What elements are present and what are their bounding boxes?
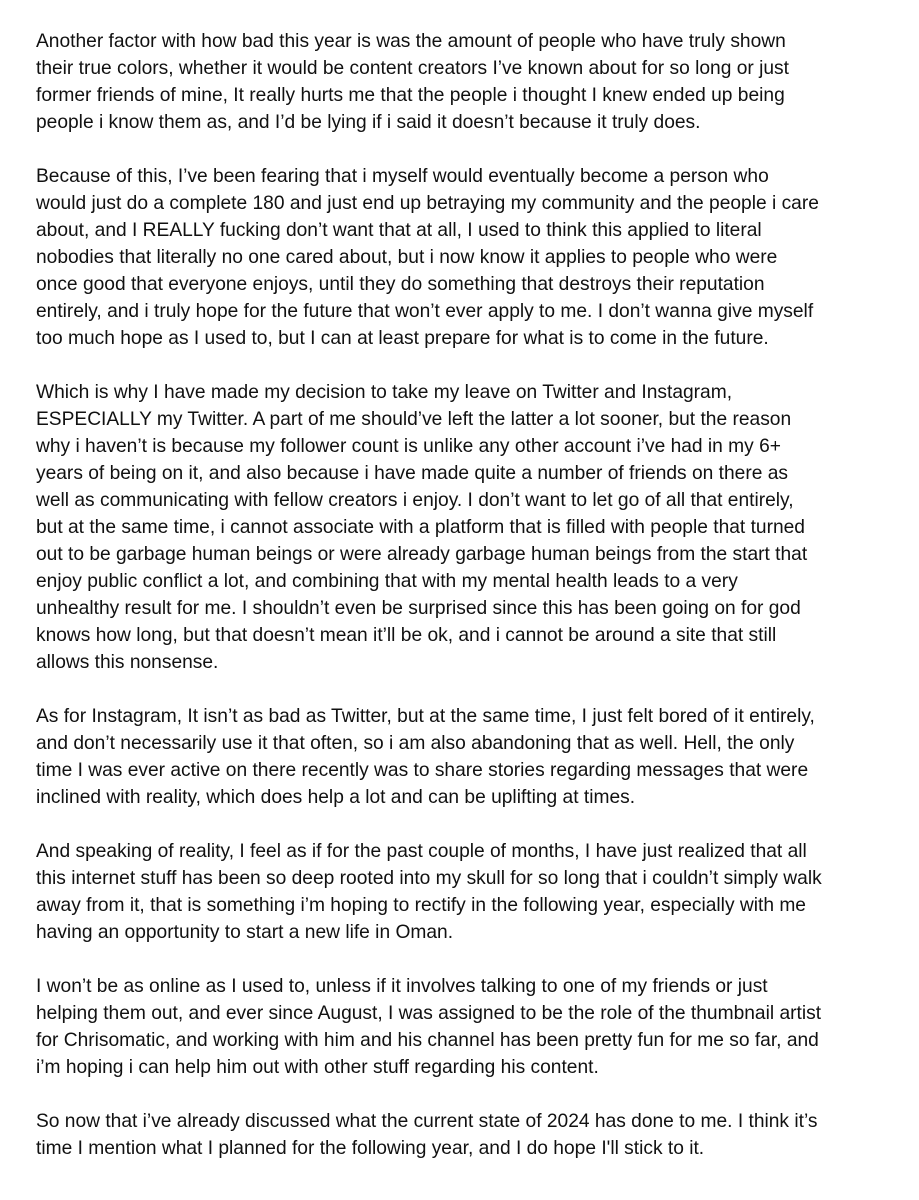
paragraph-5: And speaking of reality, I feel as if for the past couple of months, I have just realized that all this internet stuff has been so deep rooted into my skull for so long that i couldn’t simply walk away from it, that is something i’m hoping to rectify in the following year, especially with me having an opportunity to start a new life in Oman. — [36, 841, 822, 943]
document-body — [36, 28, 876, 1189]
paragraph-3: Which is why I have made my decision to take my leave on Twitter and Instagram, ESPECIALLY my Twitter. A part of me should’ve left the latter a lot sooner, but the reason why i haven’t is because my follower count is unlike any other account i’ve had in my 6+ years of being on it, and also because i have made quite a number of friends on there as well as communicating with fellow creators i enjoy. I don’t want to let go of all that entirely, but at the same time, i cannot associate with a platform that is filled with people that turned out to be garbage human beings or were already garbage human beings from the start that enjoy public conflict a lot, and combining that with my mental health leads to a very unhealthy result for me. I shouldn’t even be surprised since this has been going on for god knows how long, but that doesn’t mean it’ll be ok, and i cannot be around a site that still allows this nonsense. — [36, 382, 808, 673]
paragraph-2: Because of this, I’ve been fearing that i myself would eventually become a person who would just do a complete 180 and just end up betraying my community and the people i care about, and I REALLY fucking don’t want that at all, I used to think this applied to literal nobodies that literally no one cared about, but i now know it applies to people who were once good that everyone enjoys, until they do something that destroys their reputation entirely, and i truly hope for the future that won’t ever apply to me. I don’t wanna give myself too much hope as I used to, but I can at least prepare for what is to come in the future. — [36, 166, 819, 349]
paragraph-7: So now that i’ve already discussed what the current state of 2024 has done to me. I think it’s time I mention what I planned for the following year, and I do hope I'll stick to it. — [36, 1111, 818, 1159]
paragraph-4: As for Instagram, It isn’t as bad as Twitter, but at the same time, I just felt bored of it entirely, and don’t necessarily use it that often, so i am also abandoning that as well. Hell, the only time I was ever active on there recently was to share stories regarding messages that were inclined with reality, which does help a lot and can be uplifting at times. — [36, 706, 815, 808]
paragraph-1: Another factor with how bad this year is was the amount of people who have truly shown their true colors, whether it would be content creators I’ve known about for so long or just former friends of mine, It really hurts me that the people i thought I knew ended up being people i know them as, and I’d be lying if i said it doesn’t because it truly does. — [36, 31, 789, 133]
paragraph-6: I won’t be as online as I used to, unless if it involves talking to one of my friends or just helping them out, and ever since August, I was assigned to be the role of the thumbnail artist for Chrisomatic, and working with him and his channel has been pretty fun for me so far, and i’m hoping i can help him out with other stuff regarding his content. — [36, 976, 822, 1078]
